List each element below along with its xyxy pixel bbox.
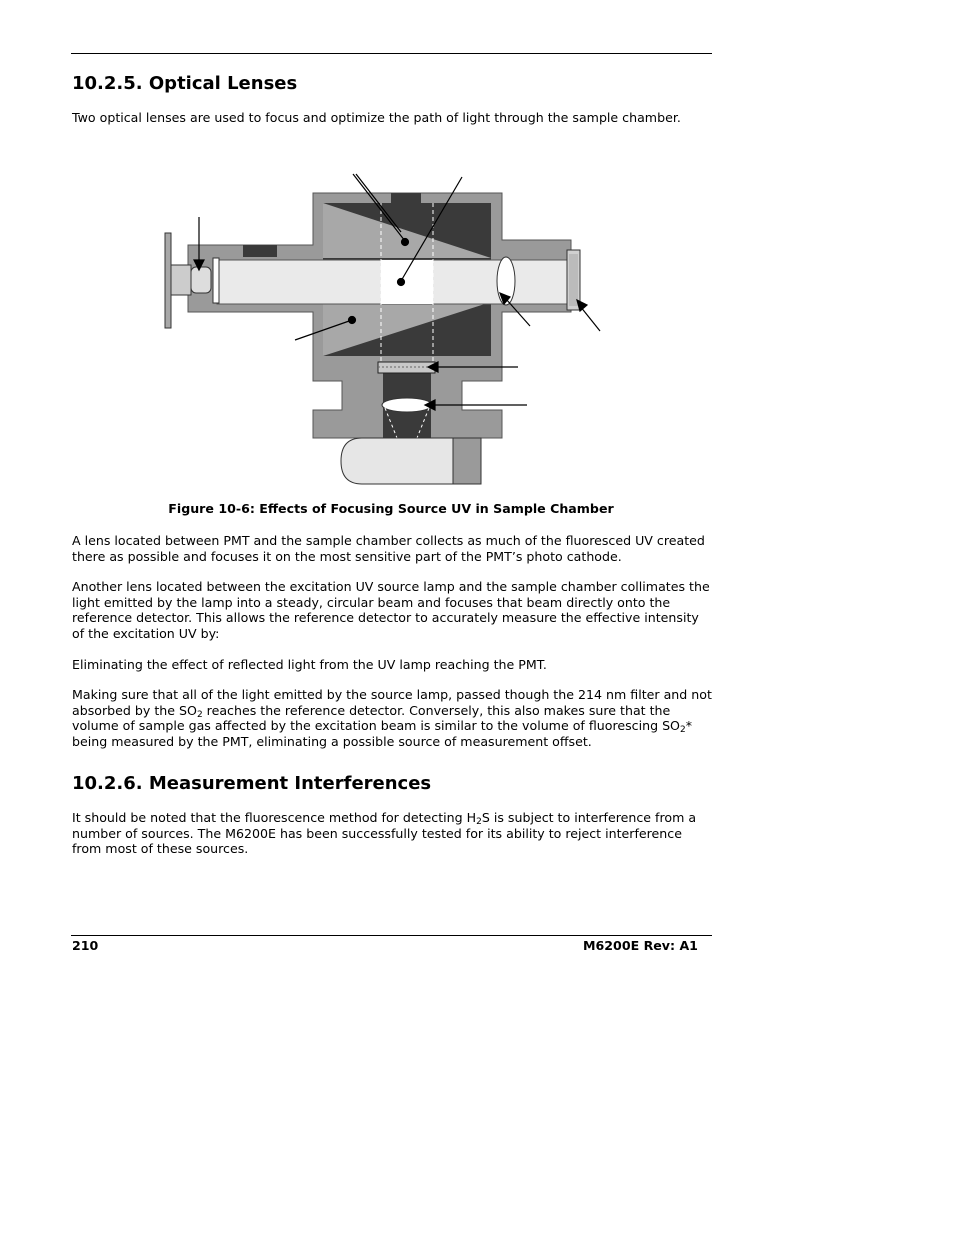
- section-heading-optical-lenses: 10.2.5. Optical Lenses: [72, 73, 298, 94]
- top-port: [391, 193, 421, 205]
- intro-paragraph: Two optical lenses are used to focus and optimize the path of light through the sample chamber.: [72, 110, 681, 125]
- reference-detector-face: [569, 254, 578, 306]
- callout-dot: [349, 317, 356, 324]
- pmt-tube: [341, 438, 453, 484]
- body-paragraph-4: [72, 687, 714, 749]
- text-run: reaches the reference detector. Conversely, this also makes sure that the volume of sample gas affected by the excitation beam is similar to the volume of fluorescing SO: [72, 702, 680, 734]
- interference-paragraph: [72, 810, 714, 857]
- uv-lamp: [191, 267, 211, 293]
- figure-caption: Figure 10-6: Effects of Focusing Source UV in Sample Chamber: [168, 501, 614, 516]
- text-run: S is subject to interference from a number of sources. The M6200E has been successfully tested for its ability to reject interference from most of these sources.: [72, 810, 697, 857]
- source-lens: [213, 258, 219, 303]
- text-run: It should be noted that the fluorescence method for detecting H: [72, 810, 477, 825]
- document-revision: M6200E Rev: A1: [583, 938, 698, 953]
- text-run: Making sure that all of the light emitted by the source lamp, passed though the 214 nm filter and not absorbed by the SO: [72, 687, 712, 718]
- lamp-mount-plate: [165, 233, 171, 328]
- subscript: 2: [476, 817, 482, 827]
- section-heading-measurement-interferences: 10.2.6. Measurement Interferences: [72, 773, 432, 794]
- text-run: * being measured by the PMT, eliminating a possible source of measurement offset.: [72, 718, 693, 749]
- page-number: 210: [72, 938, 99, 953]
- lamp-base: [171, 265, 191, 295]
- beam-center: [381, 260, 433, 304]
- sample-chamber-diagram: [0, 0, 954, 500]
- subscript: 2: [196, 709, 203, 720]
- body-paragraph-1: A lens located between PMT and the sample chamber collects as much of the fluoresced UV created there as possible and focuses it on the most sensitive part of the PMT’s photo cathode.: [72, 533, 705, 564]
- body-paragraph-3: Eliminating the effect of reflected light from the UV lamp reaching the PMT.: [72, 657, 547, 672]
- body-paragraph-2: Another lens located between the excitation UV source lamp and the sample chamber collimates the light emitted by the lamp into a steady, circular beam and focuses that beam directly onto the reference detector. This allows the reference detector to accurately measure the effective intensity of the excitation UV by:: [72, 579, 710, 641]
- footer-rule: [71, 935, 712, 936]
- subscript: 2: [679, 725, 686, 736]
- callout-dot: [402, 239, 409, 246]
- lamp-clamp: [243, 245, 277, 257]
- pmt-base: [453, 438, 481, 484]
- callout-dot: [398, 279, 405, 286]
- callout-line: [580, 306, 600, 331]
